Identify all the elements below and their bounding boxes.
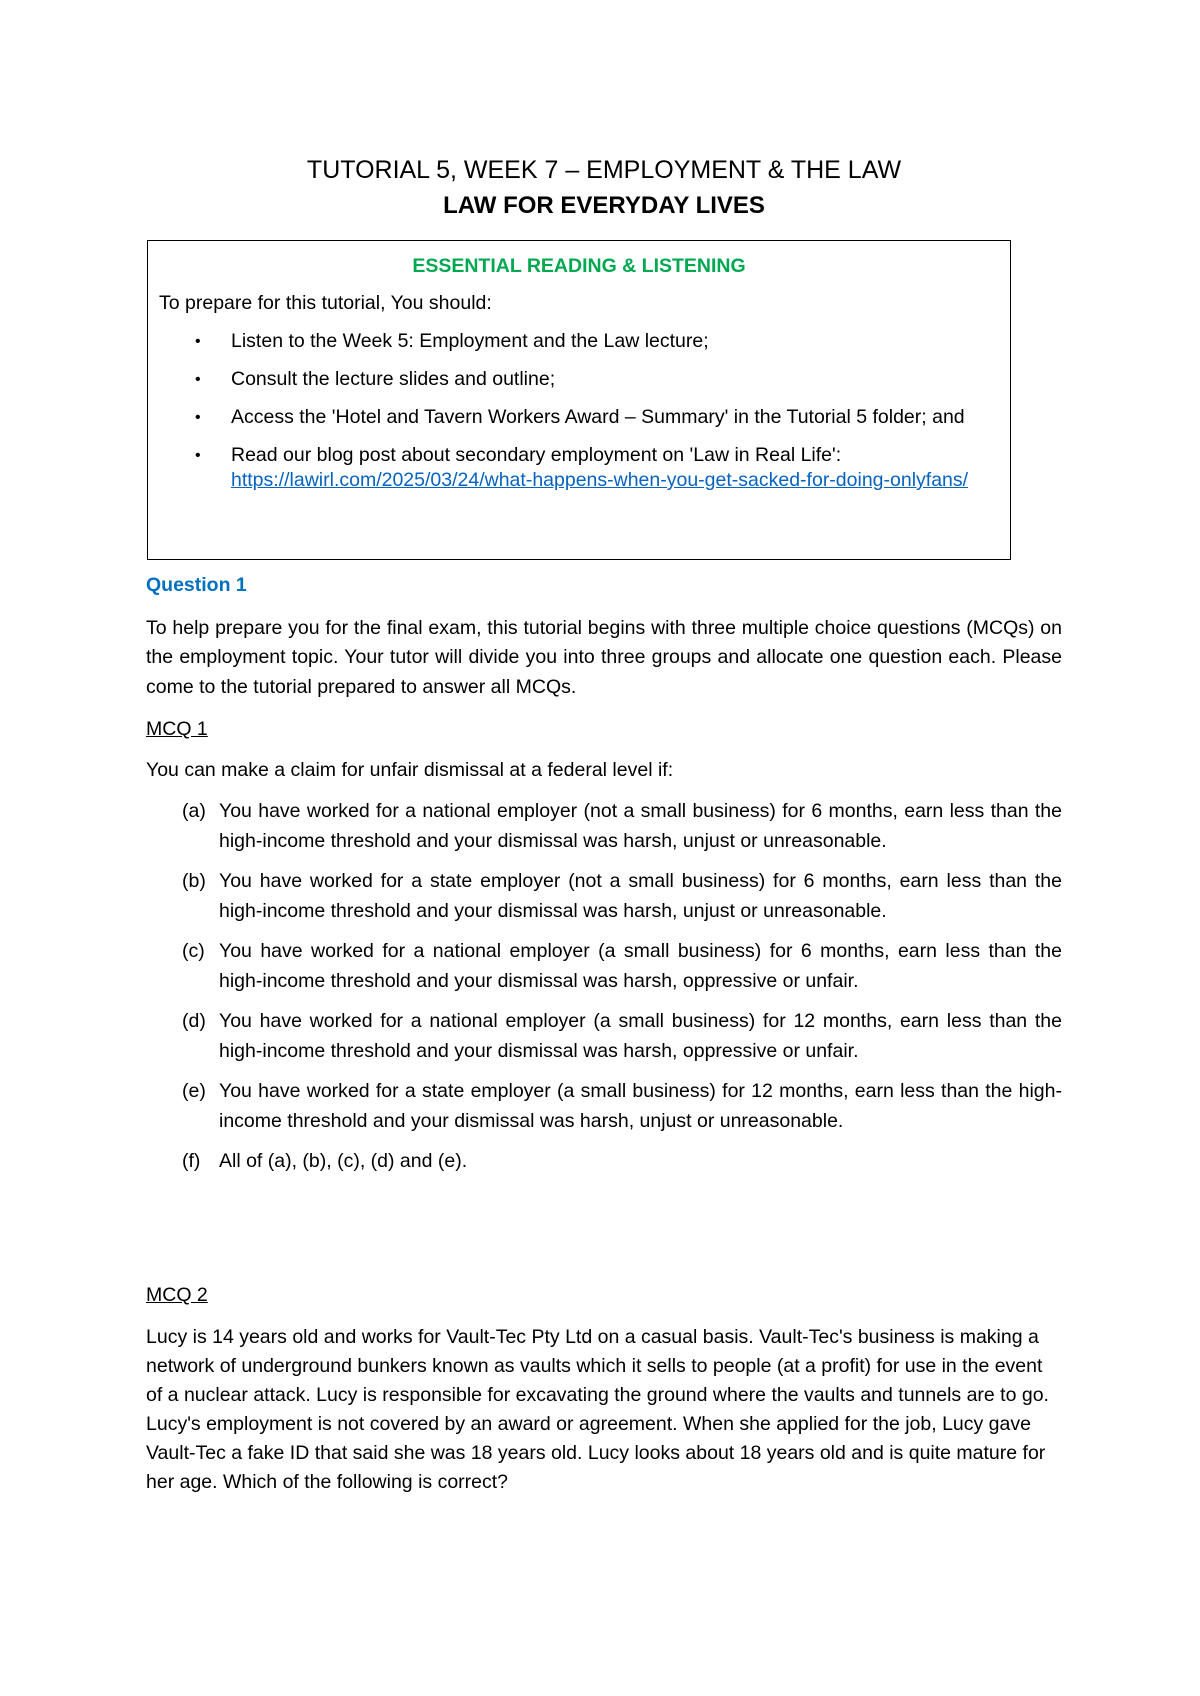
document-title: TUTORIAL 5, WEEK 7 – EMPLOYMENT & THE LAW [306, 156, 902, 184]
option-letter: (e) [182, 1080, 206, 1102]
essential-reading-box [147, 240, 1011, 560]
option-letter: (c) [182, 940, 205, 962]
mcq-1-stem: You can make a claim for unfair dismissal at a federal level if: [146, 759, 674, 781]
list-item [148, 443, 1010, 493]
mcq-option [146, 937, 1062, 996]
list-item-text: Consult the lecture slides and outline; [231, 368, 556, 390]
bullet-icon: • [195, 409, 201, 426]
mcq-2-label: MCQ 2 [146, 1284, 208, 1306]
essential-reading-list [148, 329, 1010, 506]
option-letter: (b) [182, 870, 206, 892]
mcq-option [146, 797, 1062, 856]
mcq-option [146, 867, 1062, 926]
question-1-intro: To help prepare you for the final exam, this tutorial begins with three multiple choice questions (MCQs) on the employment topic. Your tutor will divide you into three groups and allocate one question each. Please come to the tutorial prepared to answer all MCQs. [146, 617, 1062, 698]
essential-reading-intro: To prepare for this tutorial, You should: [159, 292, 492, 314]
option-letter: (a) [182, 800, 206, 822]
option-text: You have worked for a national employer (a small business) for 12 months, earn less than the high-income threshold and your dismissal was harsh, oppressive or unfair. [219, 1010, 1062, 1062]
option-text: You have worked for a national employer (a small business) for 6 months, earn less than the high-income threshold and your dismissal was harsh, oppressive or unfair. [219, 940, 1062, 992]
list-item-text: Listen to the Week 5: Employment and the Law lecture; [231, 330, 709, 352]
blog-post-link[interactable]: https://lawirl.com/2025/03/24/what-happens-when-you-get-sacked-for-doing-onlyfans/ [231, 469, 969, 491]
option-text: You have worked for a state employer (not a small business) for 6 months, earn less than the high-income threshold and your dismissal was harsh, unjust or unreasonable. [219, 870, 1062, 922]
list-item [148, 405, 1010, 430]
question-1-heading: Question 1 [146, 574, 247, 596]
list-item [148, 367, 1010, 392]
option-text: All of (a), (b), (c), (d) and (e). [219, 1150, 468, 1172]
bullet-icon: • [195, 447, 201, 464]
mcq-option [146, 1077, 1062, 1136]
option-text: You have worked for a state employer (a small business) for 12 months, earn less than the high-income threshold and your dismissal was harsh, unjust or unreasonable. [219, 1080, 1062, 1132]
mcq-1-label: MCQ 1 [146, 718, 208, 740]
bullet-icon: • [195, 333, 201, 350]
essential-reading-heading: ESSENTIAL READING & LISTENING [412, 255, 746, 277]
document-subtitle: LAW FOR EVERYDAY LIVES [443, 192, 765, 219]
list-item-text: Read our blog post about secondary employment on 'Law in Real Life': [231, 444, 842, 466]
mcq-1-options [146, 797, 1062, 1188]
list-item [148, 329, 1010, 354]
list-item-text: Access the 'Hotel and Tavern Workers Award – Summary' in the Tutorial 5 folder; and [231, 406, 965, 428]
option-letter: (d) [182, 1010, 206, 1032]
bullet-icon: • [195, 371, 201, 388]
mcq-option [146, 1007, 1062, 1066]
option-text: You have worked for a national employer (not a small business) for 6 months, earn less than the high-income threshold and your dismissal was harsh, unjust or unreasonable. [219, 800, 1062, 852]
mcq-2-text: Lucy is 14 years old and works for Vault-Tec Pty Ltd on a casual basis. Vault-Tec's business is making a network of underground bunkers known as vaults which it sells to people (at a profit) for use in the event of a nuclear attack. Lucy is responsible for excavating the ground where the vaults and tunnels are to go. Lucy's employment is not covered by an award or agreement. When she applied for the job, Lucy gave Vault-Tec a fake ID that said she was 18 years old. Lucy looks about 18 years old and is quite mature for her age. Which of the following is correct? [146, 1326, 1049, 1493]
mcq-option [146, 1147, 1062, 1177]
option-letter: (f) [182, 1150, 201, 1172]
